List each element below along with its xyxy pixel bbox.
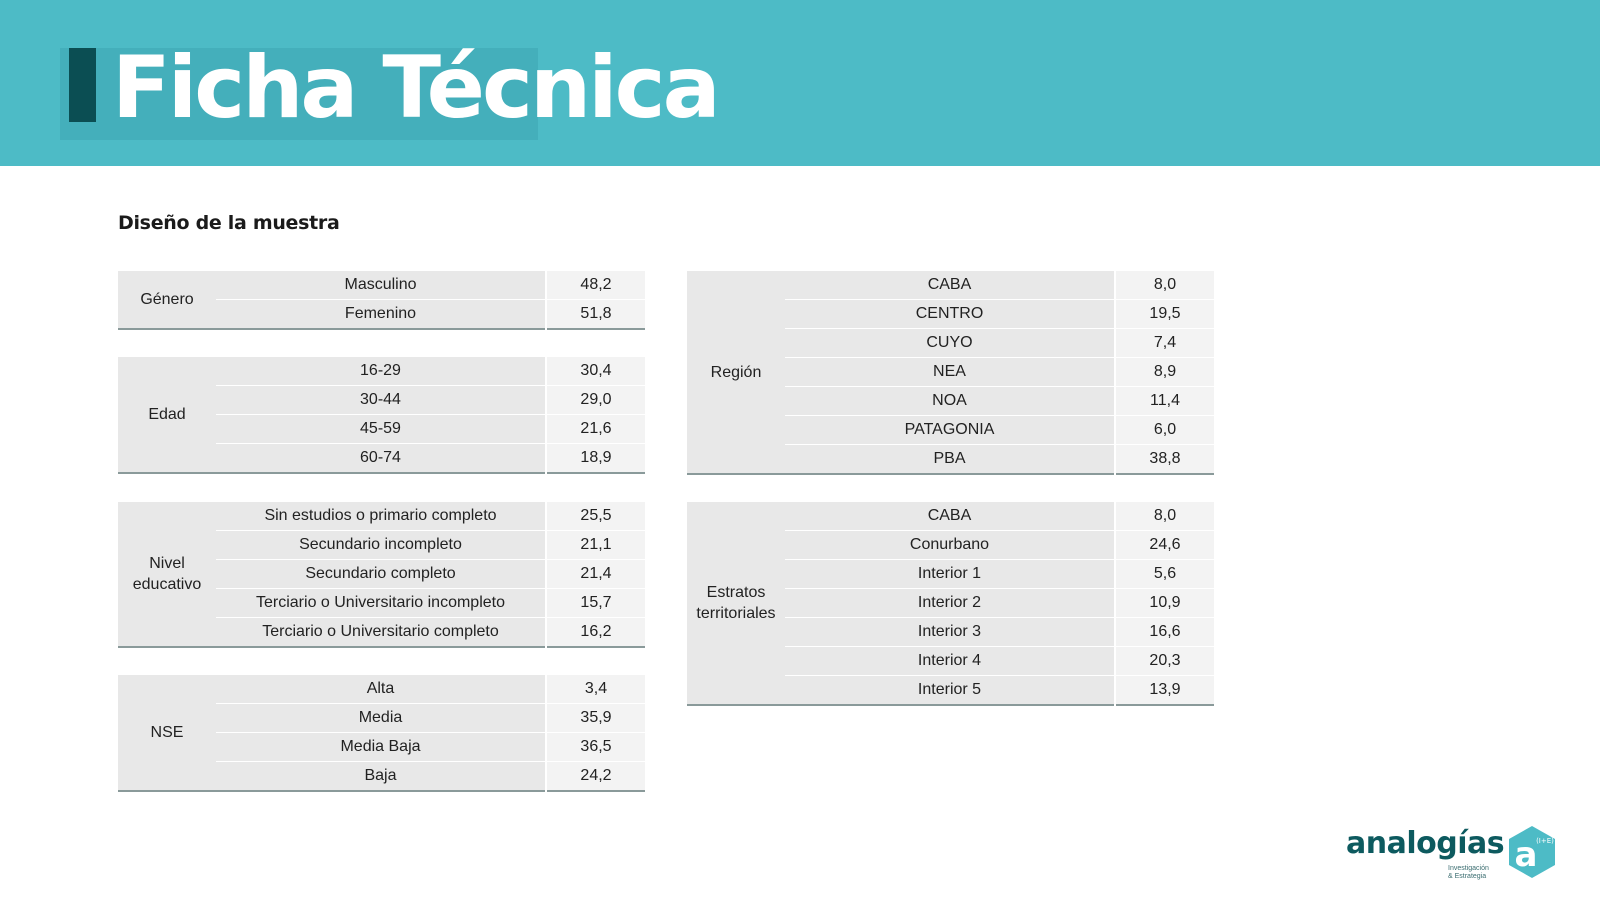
category-label: Género	[118, 271, 216, 329]
table-row	[118, 271, 645, 300]
row-label: Interior 4	[785, 647, 1115, 676]
row-value: 7,4	[1115, 329, 1214, 358]
row-value: 29,0	[546, 386, 645, 415]
row-label: Media	[216, 704, 546, 733]
row-label: CUYO	[785, 329, 1115, 358]
row-value: 3,4	[546, 675, 645, 704]
row-label: Conurbano	[785, 531, 1115, 560]
category-label: Edad	[118, 357, 216, 473]
brand-logo	[1346, 824, 1566, 890]
row-value: 16,6	[1115, 618, 1214, 647]
row-label: Sin estudios o primario completo	[216, 502, 546, 531]
row-label: Interior 2	[785, 589, 1115, 618]
row-value: 10,9	[1115, 589, 1214, 618]
row-label: CENTRO	[785, 300, 1115, 329]
row-label: 60-74	[216, 444, 546, 474]
logo-tagline-line2: & Estrategia	[1448, 873, 1487, 880]
row-value: 21,1	[546, 531, 645, 560]
row-value: 19,5	[1115, 300, 1214, 329]
row-label: CABA	[785, 502, 1115, 531]
row-label: Terciario o Universitario incompleto	[216, 589, 546, 618]
category-label-line1: Estratos	[706, 584, 766, 601]
row-label: 16-29	[216, 357, 546, 386]
row-value: 21,4	[546, 560, 645, 589]
row-value: 24,6	[1115, 531, 1214, 560]
table-row	[118, 675, 645, 704]
category-label: NSE	[118, 675, 216, 791]
row-value: 11,4	[1115, 387, 1214, 416]
page-title: Ficha Técnica	[112, 38, 718, 138]
row-value: 8,0	[1115, 502, 1214, 531]
table-estratos-territoriales	[687, 502, 1214, 706]
row-label: Baja	[216, 762, 546, 792]
row-label: Interior 3	[785, 618, 1115, 647]
section-subtitle: Diseño de la muestra	[118, 212, 340, 234]
row-label: CABA	[785, 271, 1115, 300]
table-row	[118, 502, 645, 531]
row-value: 48,2	[546, 271, 645, 300]
category-label	[118, 502, 216, 647]
title-accent-bar	[69, 48, 96, 122]
row-value: 8,9	[1115, 358, 1214, 387]
row-value: 5,6	[1115, 560, 1214, 589]
row-value: 20,3	[1115, 647, 1214, 676]
row-label: Masculino	[216, 271, 546, 300]
category-label: Región	[687, 271, 785, 474]
logo-tagline-line1: Investigación	[1448, 865, 1489, 872]
row-label: Femenino	[216, 300, 546, 330]
category-label-line1: Nivel	[149, 555, 185, 572]
row-label: Interior 1	[785, 560, 1115, 589]
table-edad	[118, 357, 645, 474]
logo-tagline	[1448, 865, 1489, 881]
row-label: Secundario completo	[216, 560, 546, 589]
table-row	[687, 502, 1214, 531]
row-label: Terciario o Universitario completo	[216, 618, 546, 648]
table-genero	[118, 271, 645, 330]
row-value: 30,4	[546, 357, 645, 386]
row-label: NEA	[785, 358, 1115, 387]
row-value: 35,9	[546, 704, 645, 733]
row-label: Secundario incompleto	[216, 531, 546, 560]
row-value: 36,5	[546, 733, 645, 762]
row-value: 16,2	[546, 618, 645, 648]
row-label: NOA	[785, 387, 1115, 416]
logo-wordmark: analogías	[1346, 826, 1505, 861]
logo-mark-superscript: (I+E)	[1536, 837, 1554, 845]
row-value: 38,8	[1115, 445, 1214, 475]
row-value: 13,9	[1115, 676, 1214, 706]
row-value: 6,0	[1115, 416, 1214, 445]
table-nivel-educativo	[118, 502, 645, 648]
category-label-line2: territoriales	[696, 605, 776, 622]
category-label	[687, 502, 785, 705]
row-label: PBA	[785, 445, 1115, 475]
row-label: Alta	[216, 675, 546, 704]
row-label: Media Baja	[216, 733, 546, 762]
table-region	[687, 271, 1214, 475]
table-row	[687, 271, 1214, 300]
row-label: PATAGONIA	[785, 416, 1115, 445]
row-value: 18,9	[546, 444, 645, 474]
table-row	[118, 357, 645, 386]
row-value: 21,6	[546, 415, 645, 444]
row-label: 30-44	[216, 386, 546, 415]
logo-mark-icon	[1504, 824, 1560, 880]
row-value: 51,8	[546, 300, 645, 330]
row-label: Interior 5	[785, 676, 1115, 706]
row-value: 25,5	[546, 502, 645, 531]
row-value: 24,2	[546, 762, 645, 792]
row-value: 15,7	[546, 589, 645, 618]
category-label-line2: educativo	[132, 576, 202, 593]
table-nse	[118, 675, 645, 792]
row-value: 8,0	[1115, 271, 1214, 300]
logo-mark-letter: a	[1514, 835, 1538, 875]
row-label: 45-59	[216, 415, 546, 444]
